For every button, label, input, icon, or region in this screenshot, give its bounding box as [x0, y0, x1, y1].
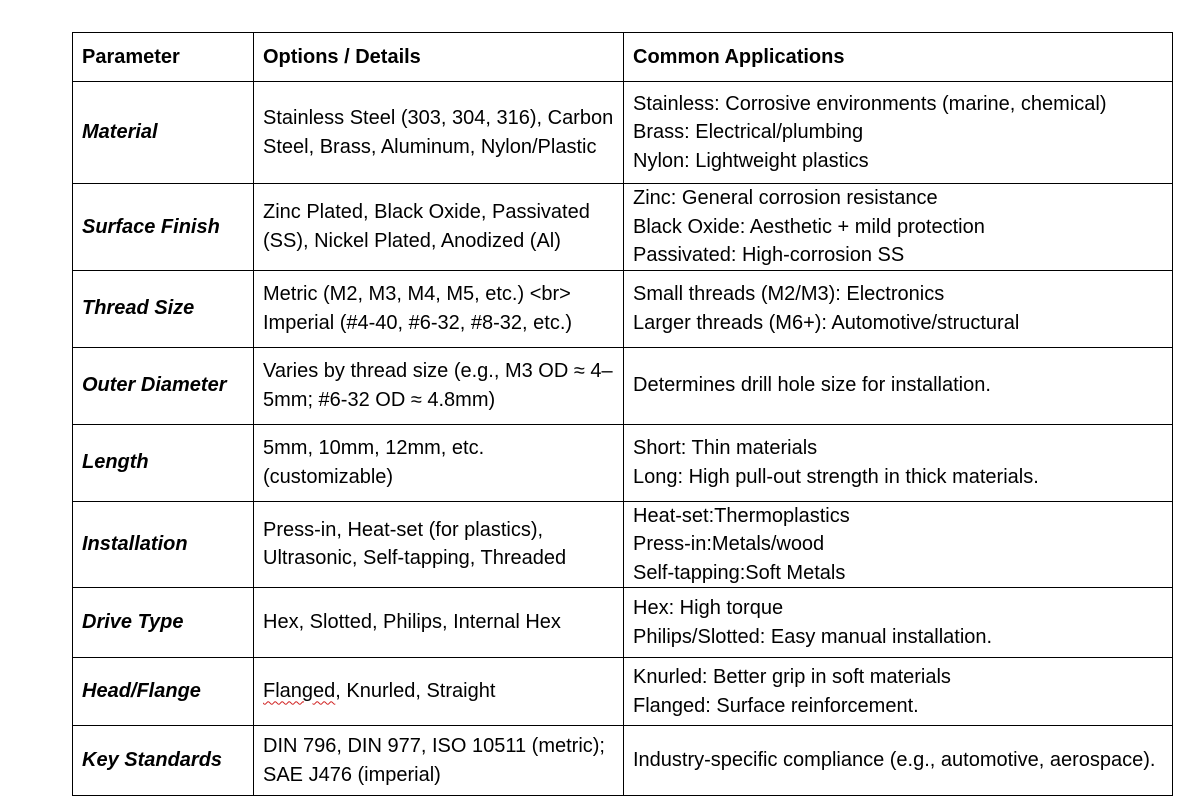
- table-row: [73, 424, 1173, 501]
- options-text: Stainless Steel (303, 304, 316), Carbon Steel, Brass, Aluminum, Nylon/Plastic: [263, 107, 614, 158]
- parameter-cell: Length: [73, 424, 254, 501]
- application-line: Small threads (M2/M3): Electronics: [633, 283, 945, 305]
- table-row: [73, 588, 1173, 658]
- parameter-cell: Installation: [73, 501, 254, 588]
- table-row: [73, 501, 1173, 588]
- table-row: [73, 82, 1173, 184]
- parameter-cell: Material: [73, 82, 254, 184]
- table-row: [73, 347, 1173, 424]
- options-cell: [254, 347, 624, 424]
- applications-cell: [624, 424, 1173, 501]
- header-options: Options / Details: [254, 33, 624, 82]
- application-line: Industry-specific compliance (e.g., automotive, aerospace).: [633, 749, 1156, 772]
- parameter-cell: Key Standards: [73, 726, 254, 796]
- application-line: Larger threads (M6+): Automotive/structural: [633, 311, 1020, 334]
- application-line: Flanged: Surface reinforcement.: [633, 694, 919, 717]
- parameter-cell: Head/Flange: [73, 658, 254, 726]
- application-line: Heat-set:Thermoplastics: [633, 504, 850, 527]
- application-line: Knurled: Better grip in soft materials: [633, 666, 951, 688]
- options-text: Hex, Slotted, Philips, Internal Hex: [263, 611, 561, 634]
- options-text-rest: , Knurled, Straight: [335, 680, 496, 703]
- parameter-cell: Surface Finish: [73, 184, 254, 271]
- application-line: Brass: Electrical/plumbing: [633, 121, 864, 144]
- options-text: Metric (M2, M3, M4, M5, etc.) <br> Imperial (#4-40, #6-32, #8-32, etc.): [263, 283, 573, 334]
- options-text: [263, 677, 614, 706]
- application-line: Philips/Slotted: Easy manual installation.: [633, 625, 993, 648]
- spellcheck-flagged-word[interactable]: Flanged: [263, 680, 336, 703]
- spec-table: [72, 32, 1173, 796]
- applications-cell: [624, 82, 1173, 184]
- header-parameter: Parameter: [73, 33, 254, 82]
- application-line: Hex: High torque: [633, 597, 784, 619]
- application-line: Nylon: Lightweight plastics: [633, 149, 869, 172]
- application-line: Passivated: High-corrosion SS: [633, 244, 905, 266]
- options-cell: [254, 424, 624, 501]
- parameter-cell: Outer Diameter: [73, 347, 254, 424]
- options-text: Varies by thread size (e.g., M3 OD ≈ 4–5mm; #6-32 OD ≈ 4.8mm): [263, 360, 613, 411]
- options-cell: [254, 184, 624, 271]
- table-row: [73, 726, 1173, 796]
- options-cell: [254, 501, 624, 588]
- application-line: Short: Thin materials: [633, 437, 818, 459]
- table-row: [73, 658, 1173, 726]
- application-line: Determines drill hole size for installation.: [633, 374, 991, 397]
- application-line: Long: High pull-out strength in thick materials.: [633, 465, 1039, 488]
- table-row: [73, 270, 1173, 347]
- applications-cell: [624, 184, 1173, 271]
- options-cell: [254, 726, 624, 796]
- applications-cell: [624, 347, 1173, 424]
- application-line: Zinc: General corrosion resistance: [633, 187, 938, 209]
- options-text: DIN 796, DIN 977, ISO 10511 (metric); SAE J476 (imperial): [263, 735, 605, 786]
- table-row: [73, 184, 1173, 271]
- applications-cell: [624, 658, 1173, 726]
- header-row: [73, 33, 1173, 82]
- applications-cell: [624, 726, 1173, 796]
- application-line: Stainless: Corrosive environments (marine, chemical): [633, 92, 1107, 115]
- applications-cell: [624, 588, 1173, 658]
- options-cell: [254, 588, 624, 658]
- parameter-cell: Drive Type: [73, 588, 254, 658]
- applications-cell: [624, 270, 1173, 347]
- applications-cell: [624, 501, 1173, 588]
- application-line: Black Oxide: Aesthetic + mild protection: [633, 215, 985, 238]
- application-line: Self-tapping:Soft Metals: [633, 561, 846, 584]
- options-cell: [254, 270, 624, 347]
- options-text: Zinc Plated, Black Oxide, Passivated (SS), Nickel Plated, Anodized (Al): [263, 201, 590, 252]
- header-applications: Common Applications: [624, 33, 1173, 82]
- options-cell: [254, 658, 624, 726]
- application-line: Press-in:Metals/wood: [633, 533, 825, 555]
- options-text: Press-in, Heat-set (for plastics), Ultrasonic, Self-tapping, Threaded: [263, 518, 567, 570]
- options-text: 5mm, 10mm, 12mm, etc. (customizable): [263, 437, 485, 488]
- parameter-cell: Thread Size: [73, 270, 254, 347]
- options-cell: [254, 82, 624, 184]
